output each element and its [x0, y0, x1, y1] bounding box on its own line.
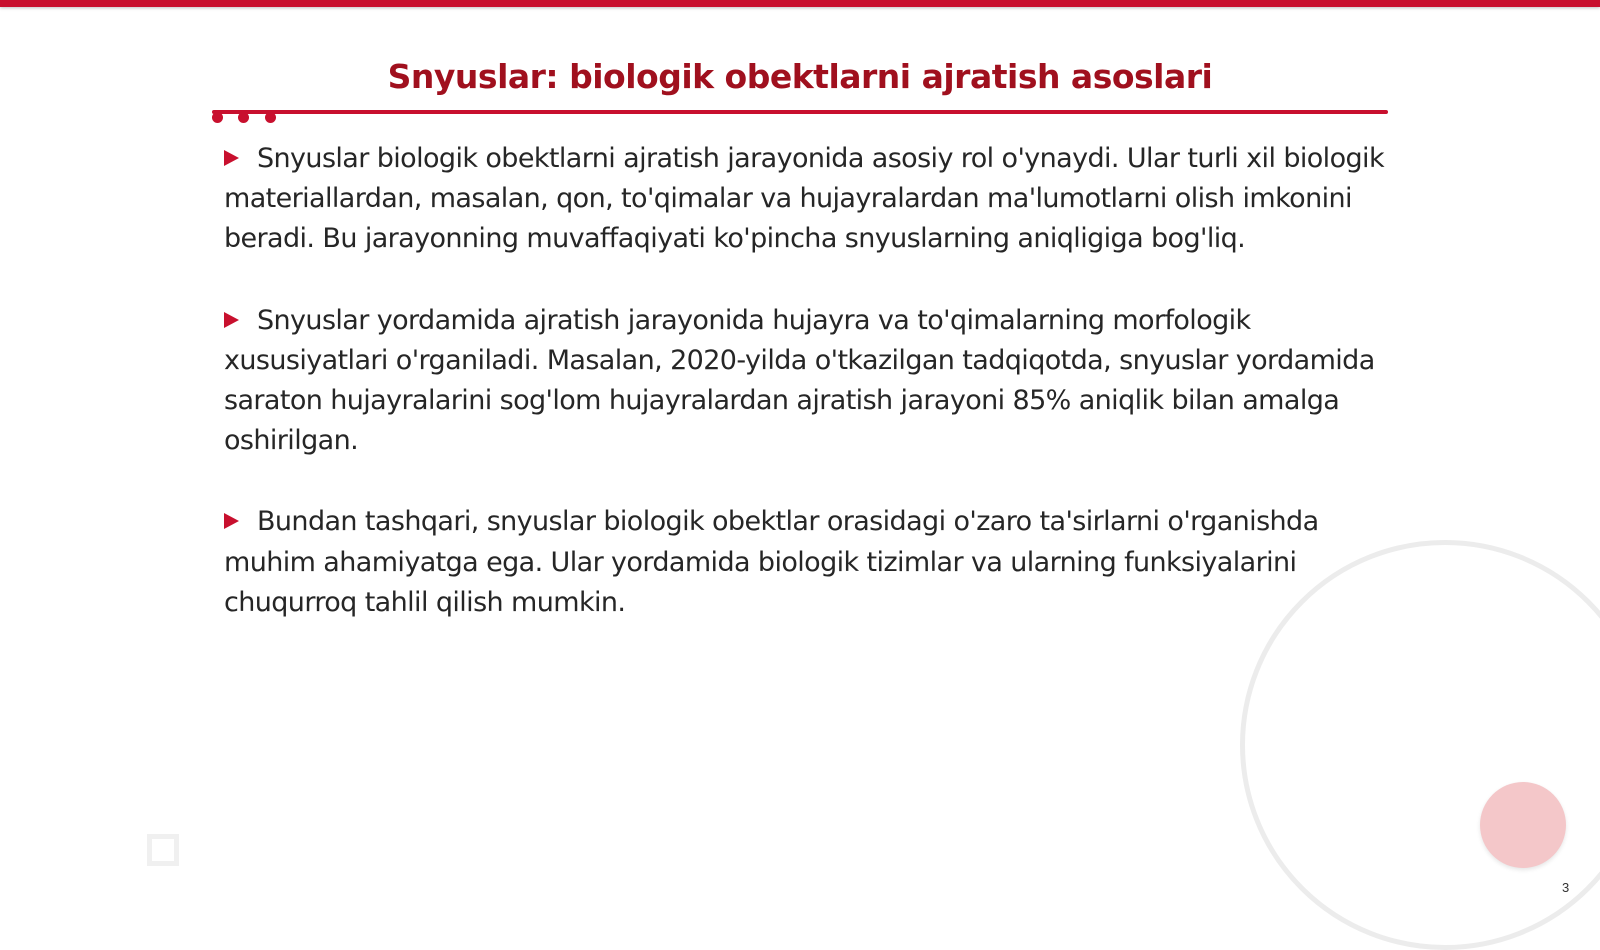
bullet-text: Snyuslar yordamida ajratish jarayonida hujayra va to'qimalarning morfologik xususiyatlari o'rganiladi. Masalan, 2020-yilda o'tkazilgan tadqiqotda, snyuslar yordamida saraton hujayralarini sog'lom hujayralardan ajratish jarayoni 85% aniqlik bilan amalga oshirilgan.	[224, 304, 1375, 457]
decorative-square	[147, 834, 179, 866]
triangle-right-icon	[224, 513, 239, 529]
page-number: 3	[1562, 880, 1570, 895]
decorative-dot	[212, 112, 223, 123]
bullet-item	[224, 502, 1388, 623]
decorative-dot	[265, 112, 276, 123]
title-underline	[212, 110, 1388, 114]
decorative-circle	[1480, 782, 1566, 868]
decorative-dot	[238, 112, 249, 123]
slide-title: Snyuslar: biologik obektlarni ajratish asoslari	[387, 57, 1213, 96]
top-accent-bar	[0, 0, 1600, 7]
triangle-right-icon	[224, 150, 239, 166]
bullet-text: Bundan tashqari, snyuslar biologik obektlar orasidagi o'zaro ta'sirlarni o'rganishda muhim ahamiyatga ega. Ular yordamida biologik tizimlar va ularning funksiyalarini chuqurroq tahlil qilish mumkin.	[224, 506, 1319, 618]
triangle-right-icon	[224, 312, 239, 328]
slide-body	[224, 139, 1388, 664]
bullet-item	[224, 301, 1388, 462]
bullet-text: Snyuslar biologik obektlarni ajratish jarayonida asosiy rol o'ynaydi. Ular turli xil biologik materiallardan, masalan, qon, to'qimalar va hujayralardan ma'lumotlarni olish imkonini beradi. Bu jarayonning muvaffaqiyati ko'pincha snyuslarning aniqligiga bog'liq.	[224, 143, 1384, 255]
bullet-item	[224, 139, 1388, 260]
